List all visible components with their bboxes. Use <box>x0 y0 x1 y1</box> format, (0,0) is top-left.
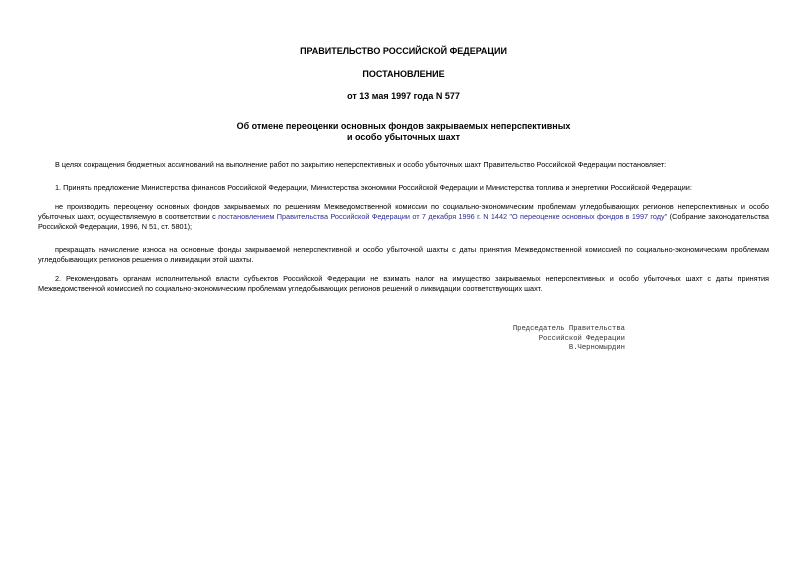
signature-name: В.Черномырдин <box>568 344 625 352</box>
document-title-line-1: Об отмене переоценки основных фондов закрываемых неперспективных <box>236 121 571 131</box>
item-1-paragraph: 1. Принять предложение Министерства финансов Российской Федерации, Министерства экономики Российской Федерации и Министерства топлива и энергетики Российской Федерации: <box>55 183 692 192</box>
decree-1442-link[interactable]: постановлением Правительства Российской Федерации от 7 декабря 1996 г. N 1442 "О переоценке основных фондов в 1997 году" <box>218 212 668 221</box>
signature-block <box>513 325 625 354</box>
clause-1-text-after: (Собрание законодательства Российской Федерации, 1996, N 51, ст. 5801); <box>38 212 769 231</box>
document-title-line-2: и особо убыточных шахт <box>346 132 461 142</box>
document-date-number: от 13 мая 1997 года N 577 <box>347 91 460 101</box>
item-1-clause-1 <box>38 202 769 232</box>
document-type-heading: ПОСТАНОВЛЕНИЕ <box>362 69 445 79</box>
clause-1-text-before: не производить переоценку основных фондов закрываемых по решениям Межведомственной комиссии по социально-экономическим проблемам угледобывающих регионов неперспективных и особо убыточных шахт, осуществляемую в соответствии с <box>38 202 769 221</box>
item-2-paragraph: 2. Рекомендовать органам исполнительной власти субъектов Российской Федерации не взимать налог на имущество закрываемых неперспективных и особо убыточных шахт с даты принятия Межведомственной комиссией по социально-экономическим проблемам угледобывающих регионов решений о ликвидации соответствующих шахт. <box>38 274 769 293</box>
government-heading: ПРАВИТЕЛЬСТВО РОССИЙСКОЙ ФЕДЕРАЦИИ <box>300 46 507 56</box>
signature-position: Председатель Правительства <box>512 325 625 333</box>
item-1-clause-2: прекращать начисление износа на основные фонды закрываемой неперспективной и особо убыточной шахты с даты принятия Межведомственной комиссией по социально-экономическим проблемам угледобывающих регионов решения о ликвидации этой шахты. <box>38 245 769 264</box>
signature-organization: Российской Федерации <box>538 334 625 343</box>
intro-paragraph: В целях сокращения бюджетных ассигнований на выполнение работ по закрытию неперспективных и особо убыточных шахт Правительство Российской Федерации постановляет: <box>55 160 667 169</box>
document-title <box>0 121 807 143</box>
